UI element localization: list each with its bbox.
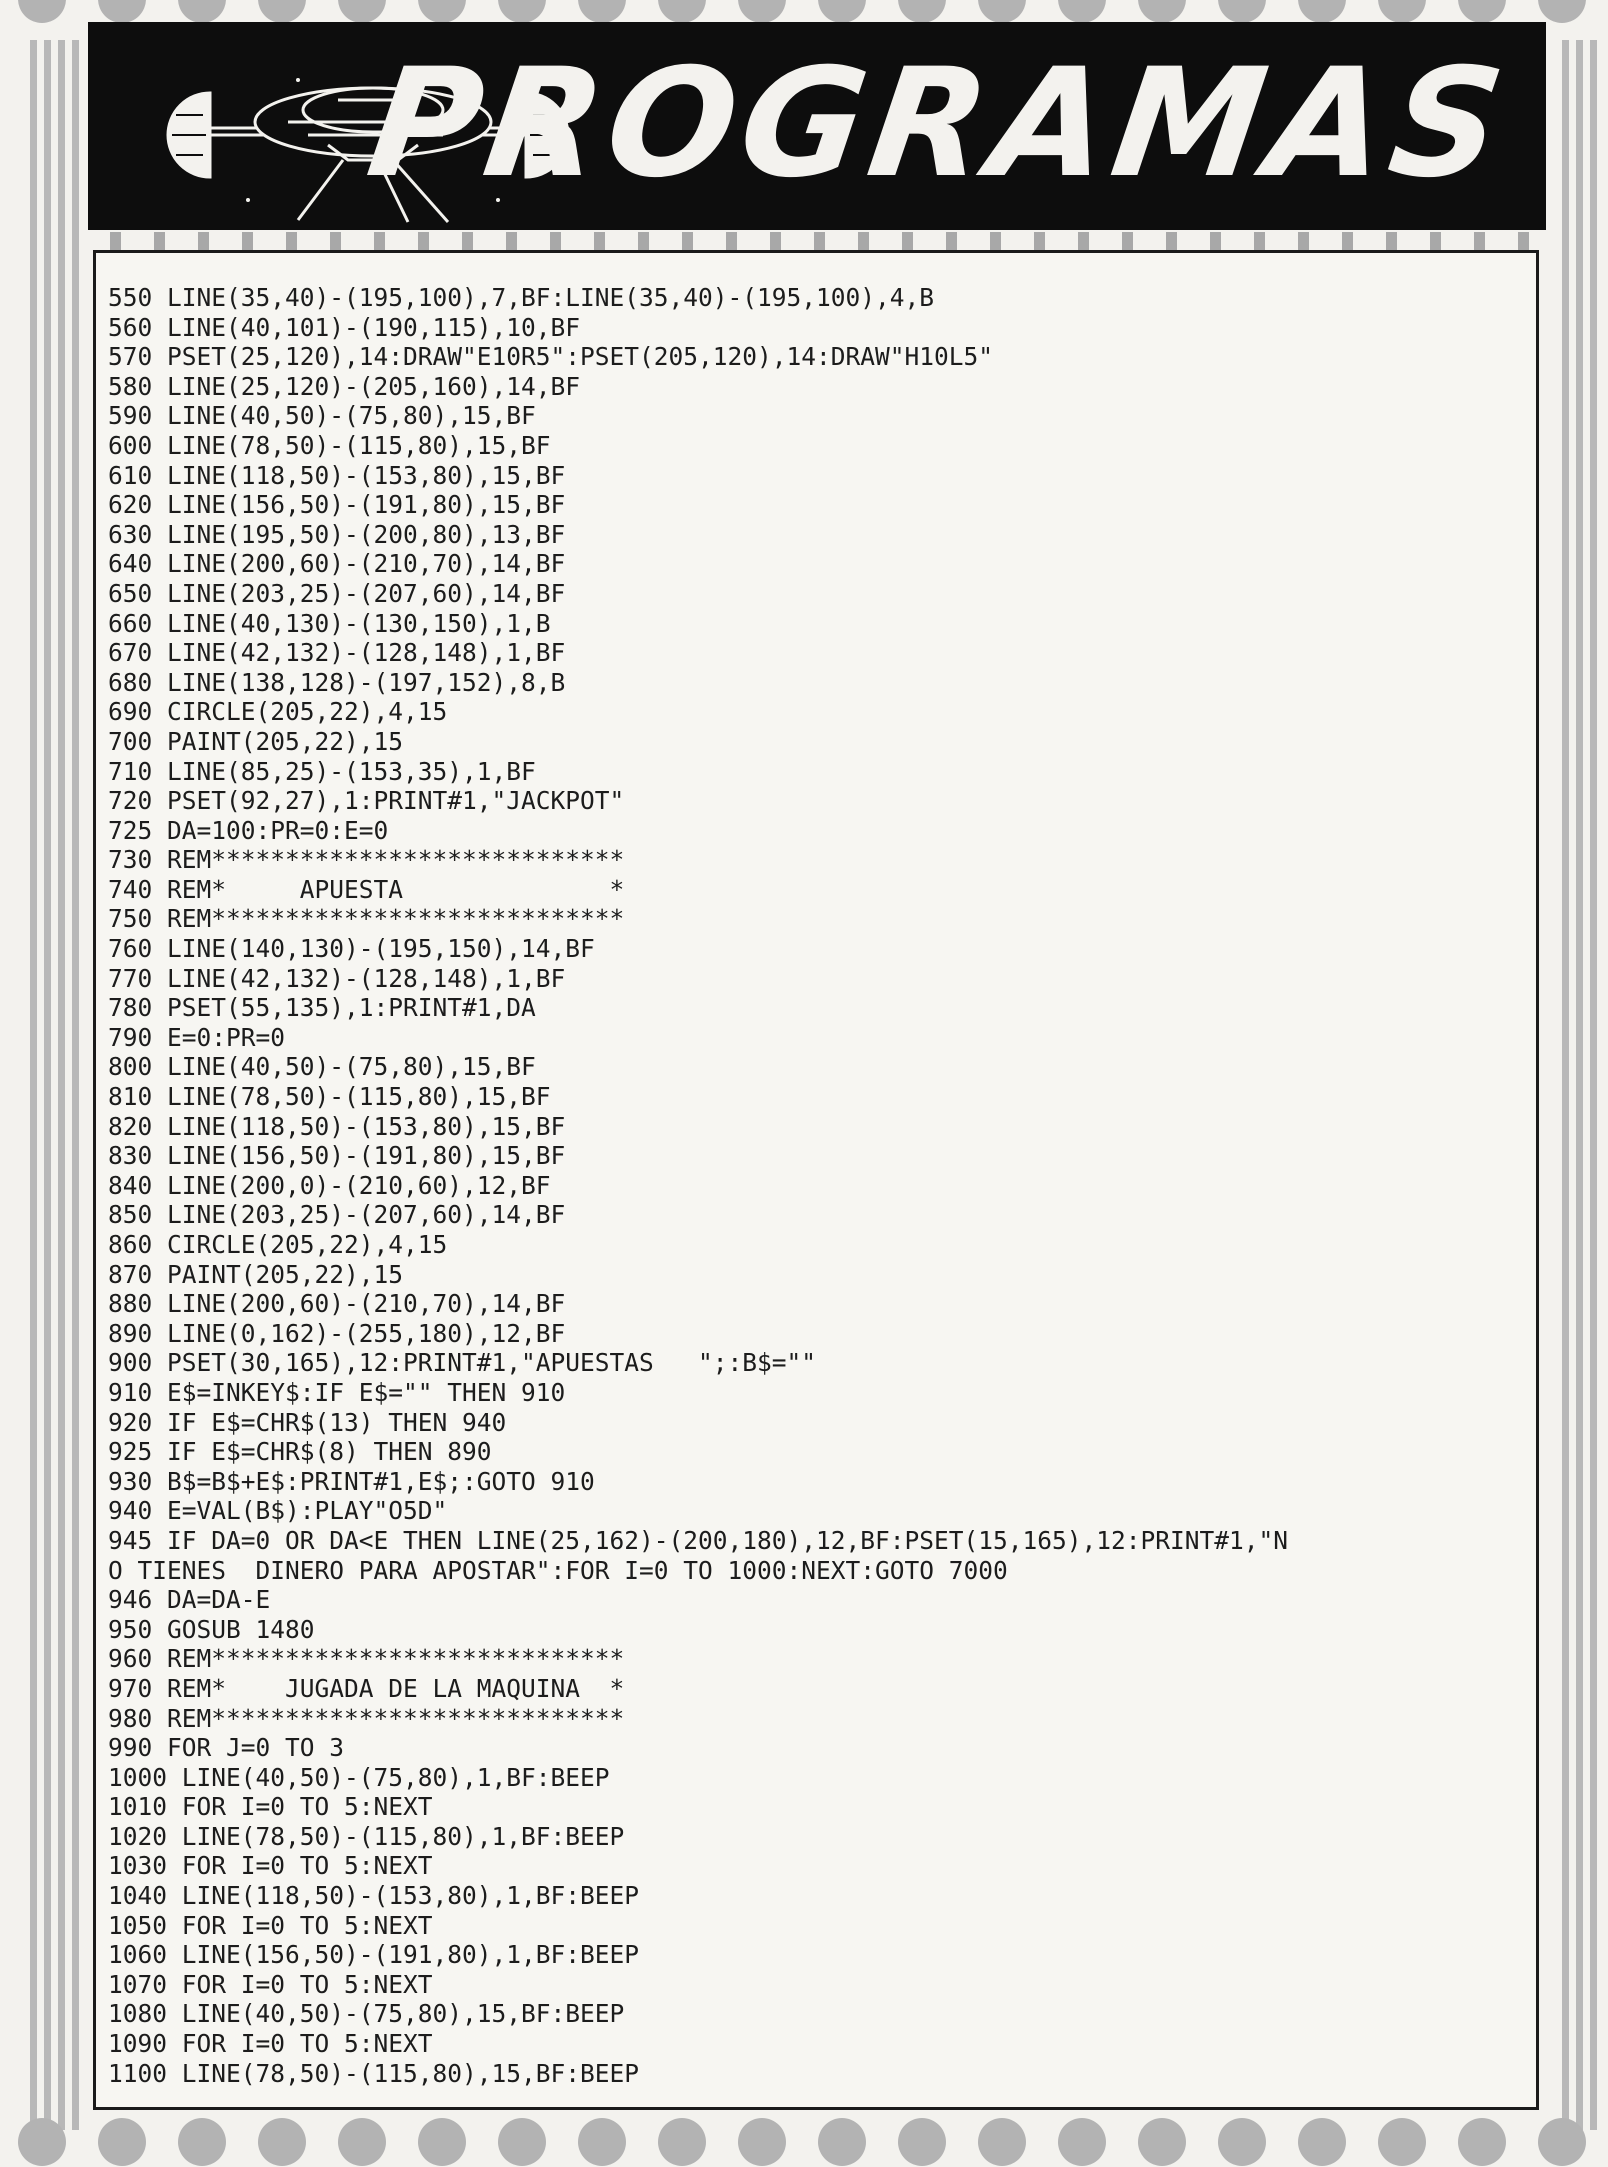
code-line: 620 LINE(156,50)-(191,80),15,BF (108, 490, 566, 520)
code-line: 790 E=0:PR=0 (108, 1022, 286, 1052)
code-line: 850 LINE(203,25)-(207,60),14,BF (108, 1200, 566, 1230)
code-line: 945 IF DA=0 OR DA<E THEN LINE(25,162)-(200,180),12,BF:PSET(15,165),12:PRINT#1,"N (108, 1525, 1289, 1555)
code-line: 780 PSET(55,135),1:PRINT#1,DA (108, 993, 536, 1023)
code-line: 920 IF E$=CHR$(13) THEN 940 (108, 1407, 507, 1437)
code-line: 1030 FOR I=0 TO 5:NEXT (108, 1851, 433, 1881)
code-line: O TIENES DINERO PARA APOSTAR":FOR I=0 TO 1000:NEXT:GOTO 7000 (108, 1555, 1008, 1585)
code-line: 770 LINE(42,132)-(128,148),1,BF (108, 963, 566, 993)
code-line: 970 REM* JUGADA DE LA MAQUINA * (108, 1673, 625, 1703)
code-line: 880 LINE(200,60)-(210,70),14,BF (108, 1289, 566, 1319)
code-line: 550 LINE(35,40)-(195,100),7,BF:LINE(35,40)-(195,100),4,B (108, 283, 935, 312)
code-line: 740 REM* APUESTA * (108, 874, 625, 904)
code-line: 730 REM**************************** (108, 845, 625, 875)
code-line: 1010 FOR I=0 TO 5:NEXT (108, 1792, 433, 1822)
code-line: 960 REM**************************** (108, 1644, 625, 1674)
code-line: 580 LINE(25,120)-(205,160),14,BF (108, 371, 581, 401)
code-line: 860 CIRCLE(205,22),4,15 (108, 1230, 448, 1259)
code-line: 570 PSET(25,120),14:DRAW"E10R5":PSET(205,120),14:DRAW"H10L5" (108, 342, 994, 372)
code-line: 760 LINE(140,130)-(195,150),14,BF (108, 934, 595, 964)
code-line: 900 PSET(30,165),12:PRINT#1,"APUESTAS ";:B$="" (108, 1348, 817, 1378)
code-line: 810 LINE(78,50)-(115,80),15,BF (108, 1082, 551, 1112)
code-line: 800 LINE(40,50)-(75,80),15,BF (108, 1052, 536, 1082)
code-lines (108, 283, 1532, 2088)
code-line: 630 LINE(195,50)-(200,80),13,BF (108, 519, 566, 549)
code-line: 660 LINE(40,130)-(130,150),1,B (108, 608, 551, 638)
code-line: 560 LINE(40,101)-(190,115),10,BF (108, 312, 581, 342)
code-line: 940 E=VAL(B$):PLAY"O5D" (108, 1496, 448, 1526)
code-line: 1000 LINE(40,50)-(75,80),1,BF:BEEP (108, 1762, 610, 1792)
page-title: PROGRAMAS (358, 37, 1519, 211)
code-line: 840 LINE(200,0)-(210,60),12,BF (108, 1170, 551, 1200)
left-stripe-border (30, 40, 85, 2130)
code-line: 980 REM**************************** (108, 1703, 625, 1733)
code-line: 1020 LINE(78,50)-(115,80),1,BF:BEEP (108, 1821, 625, 1851)
code-line: 720 PSET(92,27),1:PRINT#1,"JACKPOT" (108, 786, 625, 816)
header-stripe-row (110, 232, 1540, 250)
code-line: 830 LINE(156,50)-(191,80),15,BF (108, 1141, 566, 1171)
code-line: 690 CIRCLE(205,22),4,15 (108, 697, 448, 727)
code-line: 1090 FOR I=0 TO 5:NEXT (108, 2029, 433, 2059)
code-line: 930 B$=B$+E$:PRINT#1,E$;:GOTO 910 (108, 1466, 595, 1496)
code-line: 670 LINE(42,132)-(128,148),1,BF (108, 638, 566, 668)
code-line: 1070 FOR I=0 TO 5:NEXT (108, 1969, 433, 1999)
program-listing (93, 250, 1539, 2110)
code-line: 650 LINE(203,25)-(207,60),14,BF (108, 578, 566, 608)
code-line: 710 LINE(85,25)-(153,35),1,BF (108, 756, 536, 786)
code-line: 725 DA=100:PR=0:E=0 (108, 815, 389, 845)
code-line: 750 REM**************************** (108, 904, 625, 934)
code-line: 990 FOR J=0 TO 3 (108, 1733, 345, 1763)
code-line: 890 LINE(0,162)-(255,180),12,BF (108, 1318, 566, 1348)
header-banner (88, 22, 1546, 230)
code-line: 590 LINE(40,50)-(75,80),15,BF (108, 401, 536, 431)
top-perforation-holes (0, 0, 1608, 24)
right-stripe-border (1562, 40, 1602, 2130)
code-line: 910 E$=INKEY$:IF E$="" THEN 910 (108, 1377, 566, 1407)
code-line: 600 LINE(78,50)-(115,80),15,BF (108, 430, 551, 460)
code-line: 640 LINE(200,60)-(210,70),14,BF (108, 549, 566, 579)
code-line: 610 LINE(118,50)-(153,80),15,BF (108, 460, 566, 490)
code-line: 1040 LINE(118,50)-(153,80),1,BF:BEEP (108, 1881, 640, 1911)
code-line: 680 LINE(138,128)-(197,152),8,B (108, 667, 566, 697)
code-line: 1050 FOR I=0 TO 5:NEXT (108, 1910, 433, 1940)
code-line: 870 PAINT(205,22),15 (108, 1259, 404, 1289)
code-line: 1100 LINE(78,50)-(115,80),15,BF:BEEP (108, 2058, 640, 2088)
code-line: 946 DA=DA-E (108, 1585, 271, 1615)
code-line: 950 GOSUB 1480 (108, 1614, 315, 1644)
code-line: 1080 LINE(40,50)-(75,80),15,BF:BEEP (108, 1999, 625, 2029)
code-line: 700 PAINT(205,22),15 (108, 726, 404, 756)
code-line: 925 IF E$=CHR$(8) THEN 890 (108, 1437, 492, 1467)
code-line: 1060 LINE(156,50)-(191,80),1,BF:BEEP (108, 1940, 640, 1970)
code-line: 820 LINE(118,50)-(153,80),15,BF (108, 1111, 566, 1141)
